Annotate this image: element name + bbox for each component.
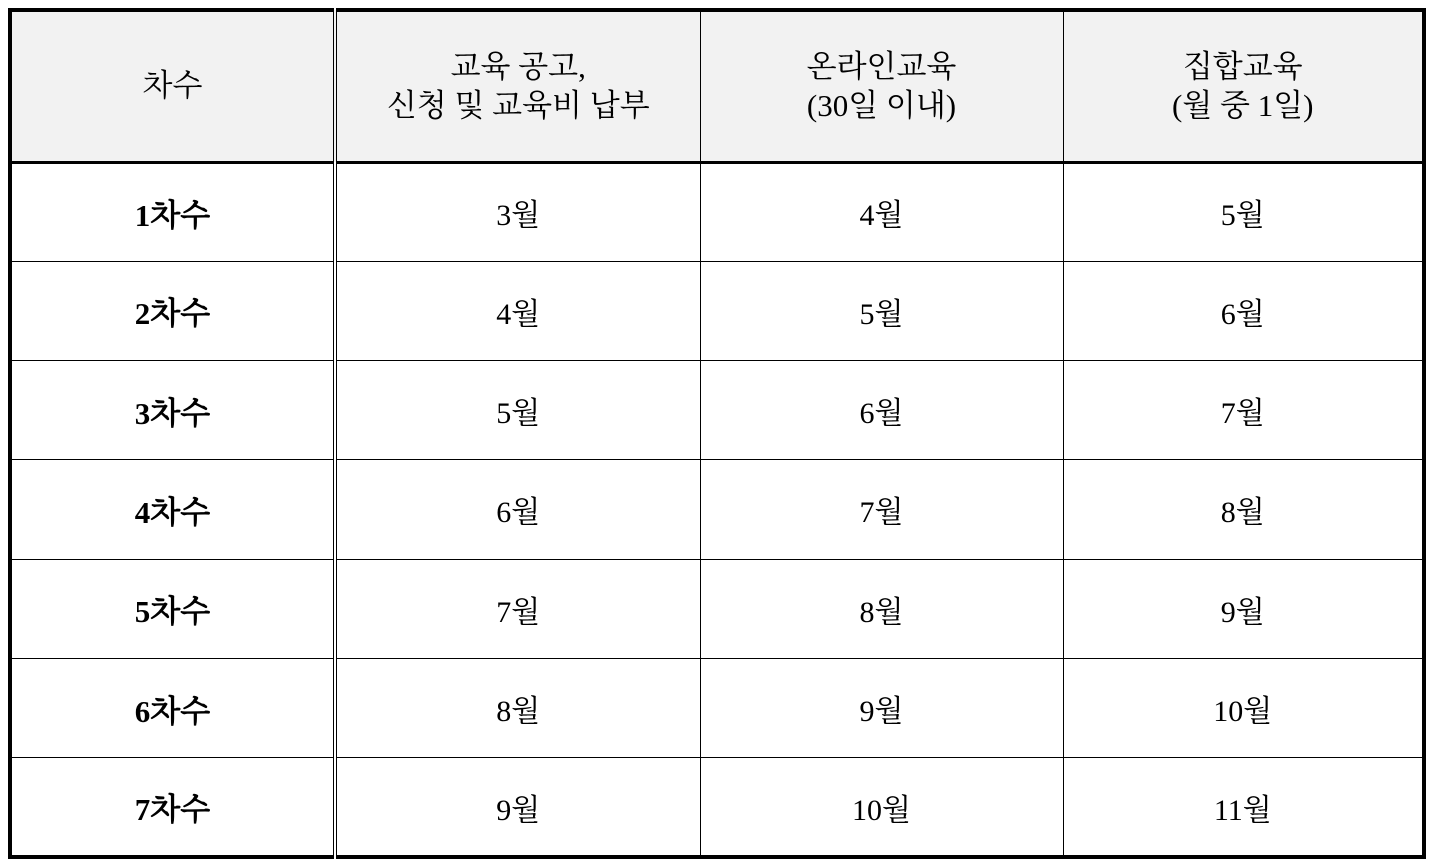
cell-notice: 7월	[335, 559, 700, 658]
table-row	[10, 460, 1424, 559]
table-row	[10, 261, 1424, 360]
cell-notice: 4월	[335, 261, 700, 360]
table-body	[10, 162, 1424, 857]
cell-offline: 10월	[1063, 658, 1424, 757]
cell-period: 2차수	[10, 261, 335, 360]
cell-online: 7월	[700, 460, 1063, 559]
training-schedule-table	[8, 8, 1426, 859]
cell-notice: 3월	[335, 162, 700, 261]
cell-period: 7차수	[10, 758, 335, 857]
table-row	[10, 162, 1424, 261]
column-header-notice	[335, 10, 700, 162]
table-row	[10, 559, 1424, 658]
cell-offline: 9월	[1063, 559, 1424, 658]
column-header-online	[700, 10, 1063, 162]
cell-offline: 11월	[1213, 793, 1272, 827]
table-row	[10, 361, 1424, 460]
cell-offline: 6월	[1063, 261, 1424, 360]
cell-period: 1차수	[10, 162, 335, 261]
cell-online: 4월	[700, 162, 1063, 261]
cell-online: 8월	[700, 559, 1063, 658]
column-header-notice-line-1: 교육 공고,	[450, 48, 586, 84]
column-header-notice-line-2: 신청 및 교육비 납부	[386, 88, 650, 124]
cell-notice: 9월	[335, 758, 700, 857]
cell-online: 10월	[700, 758, 1063, 857]
cell-offline: 5월	[1063, 162, 1424, 261]
column-header-period	[10, 10, 335, 162]
cell-offline: 7월	[1063, 361, 1424, 460]
cell-period: 3차수	[10, 361, 335, 460]
column-header-offline-line-1: 집합교육	[1182, 48, 1303, 84]
cell-online: 9월	[700, 658, 1063, 757]
column-header-offline-line-2: (월 중 1일)	[1172, 88, 1314, 124]
table-row	[10, 758, 1424, 857]
cell-period: 5차수	[10, 559, 335, 658]
cell-offline: 8월	[1063, 460, 1424, 559]
column-header-online-line-2: (30일 이내)	[806, 88, 957, 124]
cell-period: 4차수	[10, 460, 335, 559]
cell-online: 5월	[700, 261, 1063, 360]
column-header-online-line-1: 온라인교육	[806, 48, 957, 84]
cell-notice: 5월	[335, 361, 700, 460]
column-header-offline	[1063, 10, 1424, 162]
column-header-period-line-1: 차수	[142, 68, 203, 104]
header-row	[10, 10, 1424, 162]
table-header	[10, 10, 1424, 162]
table-row	[10, 658, 1424, 757]
cell-notice: 6월	[335, 460, 700, 559]
cell-online: 6월	[700, 361, 1063, 460]
cell-notice: 8월	[335, 658, 700, 757]
cell-period: 6차수	[10, 658, 335, 757]
